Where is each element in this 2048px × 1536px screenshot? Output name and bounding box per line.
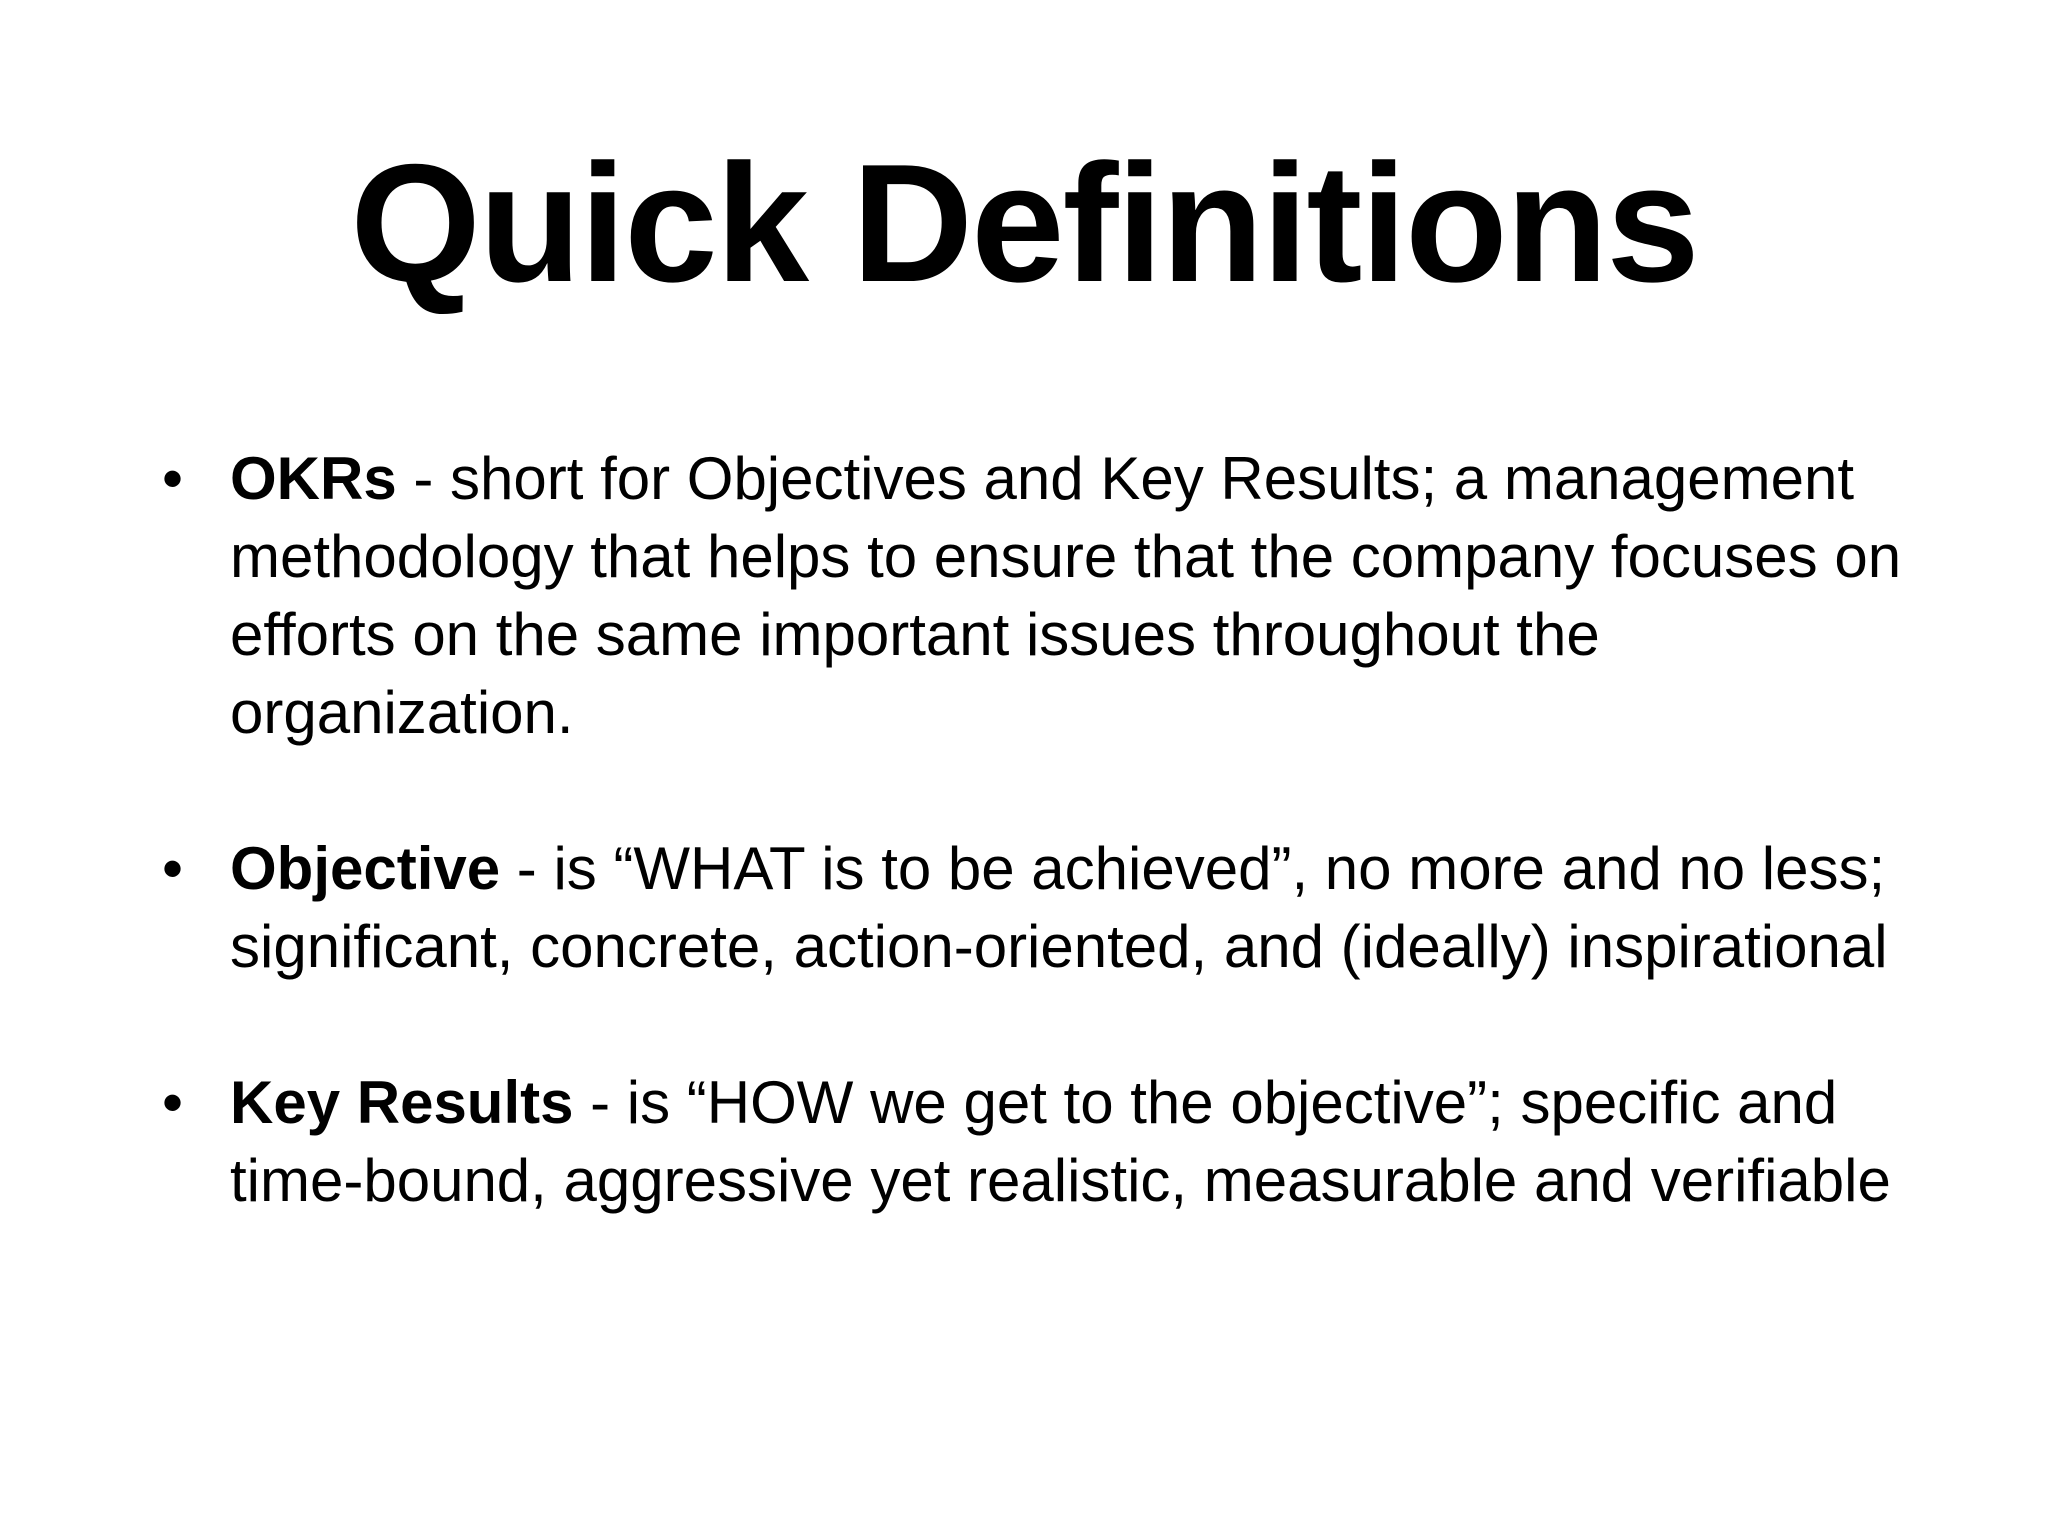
definition-text: - is “HOW we get to the objective”; specific and time-bound, aggressive yet realistic, measurable and verifiable <box>230 1069 1891 1214</box>
definitions-list <box>162 440 1930 1298</box>
definition-item-okrs <box>162 440 1930 752</box>
bullet-icon: • <box>162 1069 184 1136</box>
definition-term: Key Results <box>230 1069 574 1136</box>
definition-item-objective <box>162 830 1930 986</box>
definition-term: Objective <box>230 835 501 902</box>
bullet-icon: • <box>162 835 184 902</box>
slide-title: Quick Definitions <box>350 129 1698 317</box>
definition-text: - short for Objectives and Key Results; a management methodology that helps to ensure that the company focuses on efforts on the same important issues throughout the organization. <box>230 445 1902 746</box>
definition-term: OKRs <box>230 445 397 512</box>
bullet-icon: • <box>162 445 184 512</box>
definition-text: - is “WHAT is to be achieved”, no more and no less; significant, concrete, action-oriented, and (ideally) inspirational <box>230 835 1888 980</box>
definition-item-key-results <box>162 1064 1930 1220</box>
